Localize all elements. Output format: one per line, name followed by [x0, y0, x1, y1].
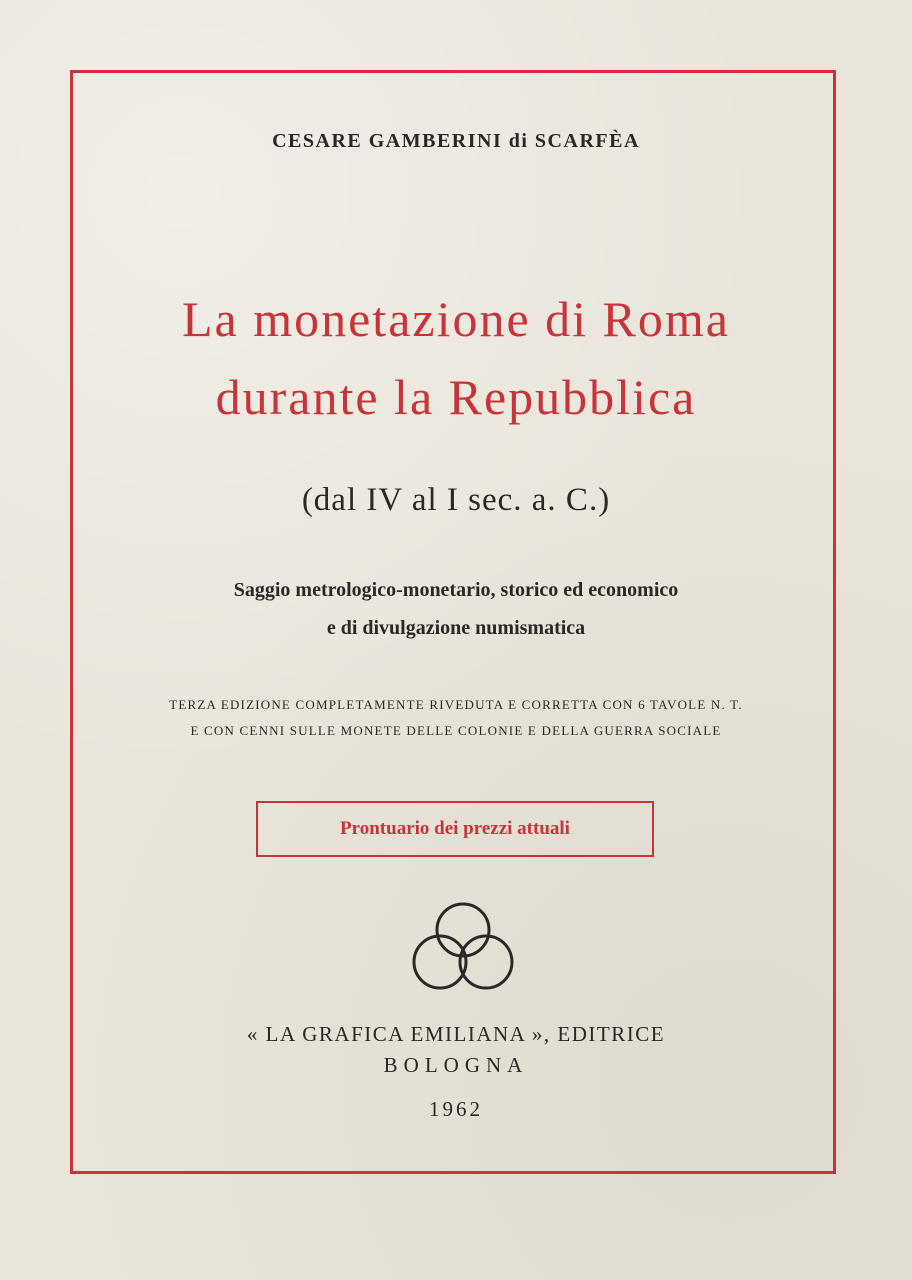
book-subtitle: (dal IV al I sec. a. C.): [301, 482, 611, 518]
publication-year: 1962: [429, 1097, 483, 1121]
three-interlocking-rings-icon: [410, 900, 516, 992]
publisher-name: « LA GRAFICA EMILIANA », EDITRICE: [246, 1022, 666, 1046]
publisher-city: BOLOGNA: [383, 1053, 529, 1077]
description-line-1: Saggio metrologico-monetario, storico ed economico: [233, 579, 679, 601]
price-guide-label: Prontuario dei prezzi attuali: [340, 818, 570, 839]
author-name: CESARE GAMBERINI di SCARFÈA: [272, 130, 640, 152]
book-title-line-2: durante la Repubblica: [215, 369, 697, 425]
price-guide-box: [256, 801, 654, 857]
edition-note-line-1: TERZA EDIZIONE COMPLETAMENTE RIVEDUTA E CORRETTA CON 6 TAVOLE N. T.: [169, 697, 743, 712]
description-line-2: e di divulgazione numismatica: [326, 617, 586, 639]
edition-note-line-2: E CON CENNI SULLE MONETE DELLE COLONIE E DELLA GUERRA SOCIALE: [190, 723, 722, 738]
book-title-line-1: La monetazione di Roma: [181, 291, 730, 347]
